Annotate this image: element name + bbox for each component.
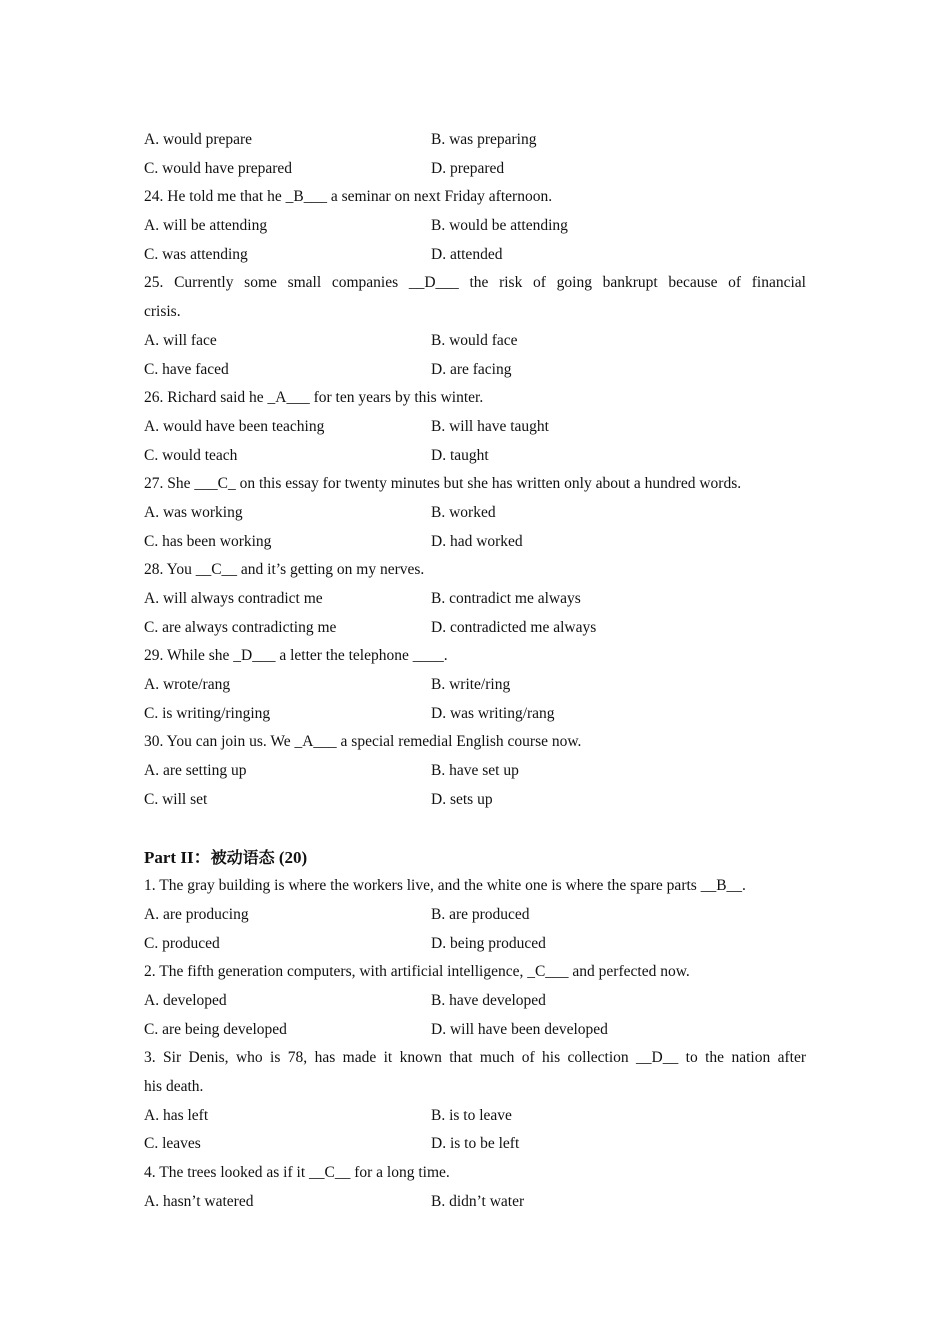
option-b: B. have set up [431, 762, 519, 780]
option-b: B. write/ring [431, 676, 511, 694]
options-row [144, 757, 806, 786]
option-a: A. has left [144, 1106, 209, 1124]
passive-question-3: 3. Sir Denis, who is 78, has made it known that much of his collection __D__ to the nation after [144, 1049, 806, 1067]
options-row [144, 901, 806, 930]
options-row [144, 356, 806, 385]
options-row [144, 614, 806, 643]
option-c: C. produced [144, 934, 220, 952]
option-a: A. would prepare [144, 131, 253, 148]
question-29: 29. While she _D___ a letter the telephone ____. [144, 647, 448, 665]
option-c: C. have faced [144, 360, 229, 378]
section-gap [144, 815, 806, 844]
options-row [144, 1016, 806, 1045]
option-d: D. is to be left [431, 1135, 520, 1153]
options-row [144, 671, 806, 700]
option-c: C. are always contradicting me [144, 618, 337, 636]
options-row [144, 327, 806, 356]
option-a: A. developed [144, 991, 227, 1009]
option-c: C. leaves [144, 1135, 201, 1153]
question-26: 26. Richard said he _A___ for ten years by this winter. [144, 389, 484, 407]
section-heading-cn: 被动语态 [210, 847, 275, 867]
option-a: A. hasn’t watered [144, 1192, 254, 1210]
option-b: B. didn’t water [431, 1192, 525, 1210]
option-d: D. being produced [431, 934, 546, 952]
question-25: 25. Currently some small companies __D___ the risk of going bankrupt because of financial [144, 274, 806, 292]
option-b: B. will have taught [431, 417, 549, 435]
option-d: D. attended [431, 245, 503, 263]
question-24: 24. He told me that he _B___ a seminar on next Friday afternoon. [144, 188, 553, 206]
options-row [144, 528, 806, 557]
options-row [144, 413, 806, 442]
option-a: A. would have been teaching [144, 417, 325, 435]
passive-question-1: 1. The gray building is where the workers live, and the white one is where the spare parts __B__. [144, 877, 746, 895]
question-30: 30. You can join us. We _A___ a special remedial English course now. [144, 733, 582, 751]
option-b: B. would face [431, 331, 518, 349]
options-row [144, 786, 806, 815]
option-c: C. has been working [144, 532, 272, 550]
option-b: B. was preparing [431, 131, 537, 148]
options-row [144, 930, 806, 959]
option-a: A. will always contradict me [144, 590, 323, 607]
option-b: B. would be attending [431, 217, 568, 235]
option-b: B. have developed [431, 991, 546, 1009]
option-d: D. taught [431, 446, 489, 464]
option-d: D. had worked [431, 532, 523, 550]
option-c: C. was attending [144, 245, 248, 263]
options-row [144, 126, 806, 155]
options-row [144, 700, 806, 729]
passive-question-3-continuation: his death. [144, 1078, 204, 1095]
option-c: C. will set [144, 790, 208, 808]
section-heading-count: (20) [274, 847, 308, 867]
option-c: C. would teach [144, 446, 238, 464]
option-c: C. is writing/ringing [144, 704, 271, 722]
option-a: A. was working [144, 503, 243, 521]
option-a: A. wrote/rang [144, 676, 231, 694]
exercise-content [144, 126, 806, 1216]
options-row [144, 442, 806, 471]
option-c: C. would have prepared [144, 159, 293, 177]
option-c: C. are being developed [144, 1020, 287, 1038]
options-row [144, 1102, 806, 1131]
options-row [144, 155, 806, 184]
question-27: 27. She ___C_ on this essay for twenty minutes but she has written only about a hundred words. [144, 475, 742, 493]
option-d: D. are facing [431, 360, 512, 378]
options-row [144, 987, 806, 1016]
options-row [144, 212, 806, 241]
option-b: B. are produced [431, 905, 530, 923]
options-row [144, 1130, 806, 1159]
option-d: D. contradicted me always [431, 618, 597, 636]
option-a: A. will be attending [144, 217, 268, 235]
passive-question-4: 4. The trees looked as if it __C__ for a long time. [144, 1164, 450, 1182]
options-row [144, 499, 806, 528]
question-28: 28. You __C__ and it’s getting on my nerves. [144, 561, 425, 579]
options-row [144, 241, 806, 270]
option-b: B. is to leave [431, 1106, 512, 1124]
options-row [144, 585, 806, 614]
option-b: B. worked [431, 503, 496, 521]
section-heading [144, 844, 806, 873]
option-d: D. prepared [431, 159, 505, 177]
option-b: B. contradict me always [431, 590, 581, 607]
options-row [144, 1188, 806, 1217]
option-a: A. are setting up [144, 762, 247, 780]
option-d: D. sets up [431, 790, 493, 808]
option-d: D. was writing/rang [431, 704, 555, 722]
option-a: A. are producing [144, 905, 249, 923]
passive-question-2: 2. The fifth generation computers, with artificial intelligence, _C___ and perfected now. [144, 963, 690, 981]
option-d: D. will have been developed [431, 1020, 608, 1038]
option-a: A. will face [144, 331, 217, 349]
section-heading-en: Part II： [144, 847, 211, 867]
question-25-continuation: crisis. [144, 303, 181, 321]
